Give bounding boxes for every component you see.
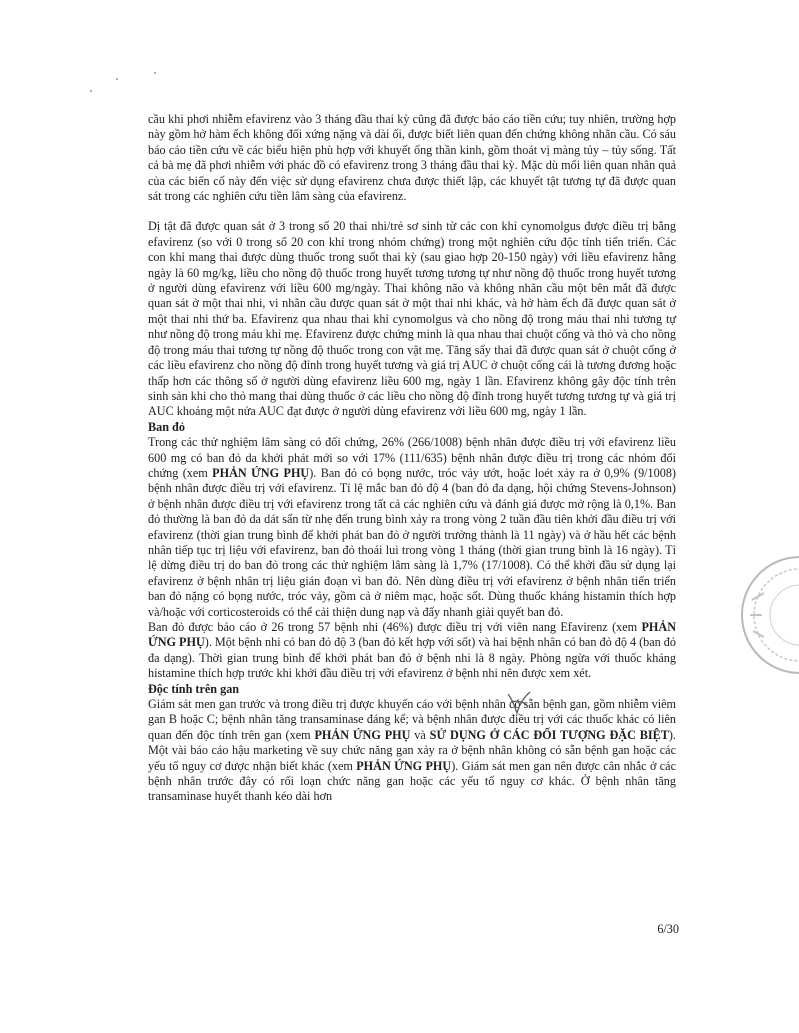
paragraph-rash-adults (148, 435, 676, 620)
cross-reference-adverse-reactions: PHẢN ỨNG PHỤ (212, 465, 310, 480)
hepatotoxicity-heading: Độc tính trên gan (148, 681, 240, 696)
rash-ped-text-b: ). Một bệnh nhi có ban đỏ độ 3 (ban đỏ kết hợp với sốt) và hai bệnh nhân có ban đỏ độ 4 (ban đỏ đa dạng). Thời gian trung bình để khởi phát ban đỏ ở bệnh nhi là 8 ngày. Phòng ngừa với thuốc kháng histamine thích hợp trước khi khởi đầu điều trị với efavirenz ở bệnh nhi nên được xem xét. (148, 635, 676, 681)
rash-text-a: Trong các thử nghiệm lâm sàng có đối chứng, 26% (266/1008) bệnh nhân được điều trị với efavirenz liều 600 mg có ban đỏ da khởi phát mới so với 17% (111/635) bệnh nhân được điều trị trong các nhóm đối chứng (xem (148, 435, 676, 480)
rash-heading: Ban đỏ (148, 419, 185, 434)
signature-mark (505, 690, 533, 716)
scan-specks (90, 68, 170, 108)
paragraph-rash-pediatric (148, 620, 676, 682)
paragraph-hepatotoxicity (148, 697, 676, 805)
paragraph-pregnancy-reports: cầu khi phơi nhiễm efavirenz vào 3 tháng đầu thai kỳ cũng đã được báo cáo tiền cứu; tuy nhiên, trường hợp này gồm hở hàm ếch không đối xứng nặng và dài ối, được biết liên quan đến chứng không nhãn cầu. Có sáu báo cáo tiền cứu về các biểu hiện phù hợp với khuyết ống thần kinh, gồm thoát vị màng tủy – tủy sống. Tất cả bà mẹ đã phơi nhiễm với phác đồ có efavirenz trong 3 tháng đầu thai kỳ. Mặc dù mối liên quan nhân quả của các biến cố này đến việc sử dụng efavirenz chưa được thiết lập, các khuyết tật tương tự đã được quan sát trong các nghiên cứu tiền lâm sàng của efavirenz. (148, 112, 676, 204)
rash-text-b: ). Ban đỏ có bọng nước, tróc vảy ướt, hoặc loét xảy ra ở 0,9% (9/1008) bệnh nhân được điều trị với efavirenz. Tỉ lệ mắc ban đỏ độ 4 (ban đỏ đa dạng, hội chứng Stevens-Johnson) ở bệnh nhân được điều trị với efavirenz trong tất cả các nghiên cứu và đánh giá được mở rộng là 0,1%. Ban đỏ thường là ban đỏ da dát sẩn từ nhẹ đến trung bình xảy ra trong vòng 2 tuần đầu tiên khởi đầu điều trị với efavirenz (thời gian trung bình để khởi phát ban đỏ ở người trưởng thành là 11 ngày) và ở hầu hết các bệnh nhân tiếp tục trị liệu với efavirenz, ban đỏ thoái lui trong vòng 1 tháng (thời gian trung bình là 16 ngày). Tỉ lệ dừng điều trị do ban đỏ trong các thử nghiệm lâm sàng là 1,7% (17/1008). Có thể khởi đầu sử dụng lại efavirenz ở bệnh nhân trị liệu gián đoạn vì ban đỏ. Nên dùng điều trị với efavirenz ở bệnh nhân tiến triển ban đỏ nặng có bọng nước, tróc vảy, gồm cả ở niêm mạc, hoặc sốt. Dùng thuốc kháng histamin thích hợp và/hoặc với corticosteroids có thể cải thiện dung nạp và đẩy nhanh giải quyết ban đỏ. (148, 465, 676, 619)
cross-reference-special-populations: SỬ DỤNG Ở CÁC ĐỐI TƯỢNG ĐẶC BIỆT (429, 727, 669, 742)
liver-text-c: ). Giám sát men gan nên được cân nhắc ở các bệnh nhân trước đây có rối loạn chức năng gan hoặc các yếu tố nguy cơ khác. Ở bệnh nhân tăng transaminase huyết thanh kéo dài hơn (148, 758, 676, 804)
rash-ped-text-a: Ban đỏ được báo cáo ở 26 trong 57 bệnh nhi (46%) được điều trị với viên nang Efavirenz (xem (148, 620, 642, 634)
cross-reference-adverse-reactions: PHẢN ỨNG PHỤ (356, 758, 452, 773)
liver-text-and: và (410, 727, 430, 742)
stamp-seal (712, 545, 799, 685)
liver-text-a: Giám sát men gan trước và trong điều trị được khuyến cáo với bệnh nhân có sẵn bệnh gan, gồm nhiễm viêm gan B hoặc C; bệnh nhân tăng transaminase đáng kể; và bệnh nhân được điều trị với các thuốc khác có liên quan đến độc tính trên gan (xem (148, 697, 676, 742)
liver-text-b: ). Một vài báo cáo hậu marketing về suy chức năng gan xảy ra ở bệnh nhân không có sẵn bệnh gan hoặc các yếu tố nguy cơ được nhận biết khác (xem (148, 727, 676, 773)
body-text (148, 112, 676, 805)
cross-reference-adverse-reactions: PHẢN ỨNG PHỤ (314, 727, 411, 742)
paragraph-animal-studies: Dị tật đã được quan sát ở 3 trong số 20 thai nhi/trẻ sơ sinh từ các con khỉ cynomolgus được điều trị bằng efavirenz (so với 0 trong số 20 con khỉ trong nhóm chứng) trong một nghiên cứu độc tính tiến triển. Các con khỉ mang thai được dùng thuốc trong suốt thai kỳ (sau giao hợp 20-150 ngày) với liều efavirenz hằng ngày là 60 mg/kg, liều cho nồng độ thuốc trong huyết tương tương tự như nồng độ thuốc trong huyết tương ở người dùng efavirenz với liều 600 mg/ngày. Thai không não và không nhãn cầu một bên mắt đã được quan sát ở một thai nhi, vi nhãn cầu được quan sát ở một thai nhi khác, và hở hàm ếch đã được quan sát ở một thai nhi thứ ba. Efavirenz qua nhau thai khỉ cynomolgus và cho nồng độ trong máu thai nhi tương tự như nồng độ trong máu khỉ mẹ. Efavirenz được chứng minh là qua nhau thai chuột cống và thỏ và cho nồng độ trong máu thai tương tự nồng độ thuốc trong con vật mẹ. Tăng sẩy thai đã được quan sát ở chuột cống ở các liều efavirenz cho nồng độ đỉnh trong huyết tương và giá trị AUC ở chuột cống cái là tương đương hoặc thấp hơn các thông số ở người dùng efavirenz liều 600 mg, ngày 1 lần. Efavirenz không gây độc tính trên sinh sản khi cho thỏ mang thai dùng thuốc ở các liều cho nồng độ đỉnh trong huyết tương tương tự và giá trị AUC khoảng một nửa AUC đạt được ở người dùng efavirenz với liều 600 mg, ngày 1 lần. (148, 219, 676, 419)
page-number: 6/30 (657, 922, 679, 936)
cross-reference-adverse-reactions: PHẢN ỨNG PHỤ (148, 620, 676, 650)
